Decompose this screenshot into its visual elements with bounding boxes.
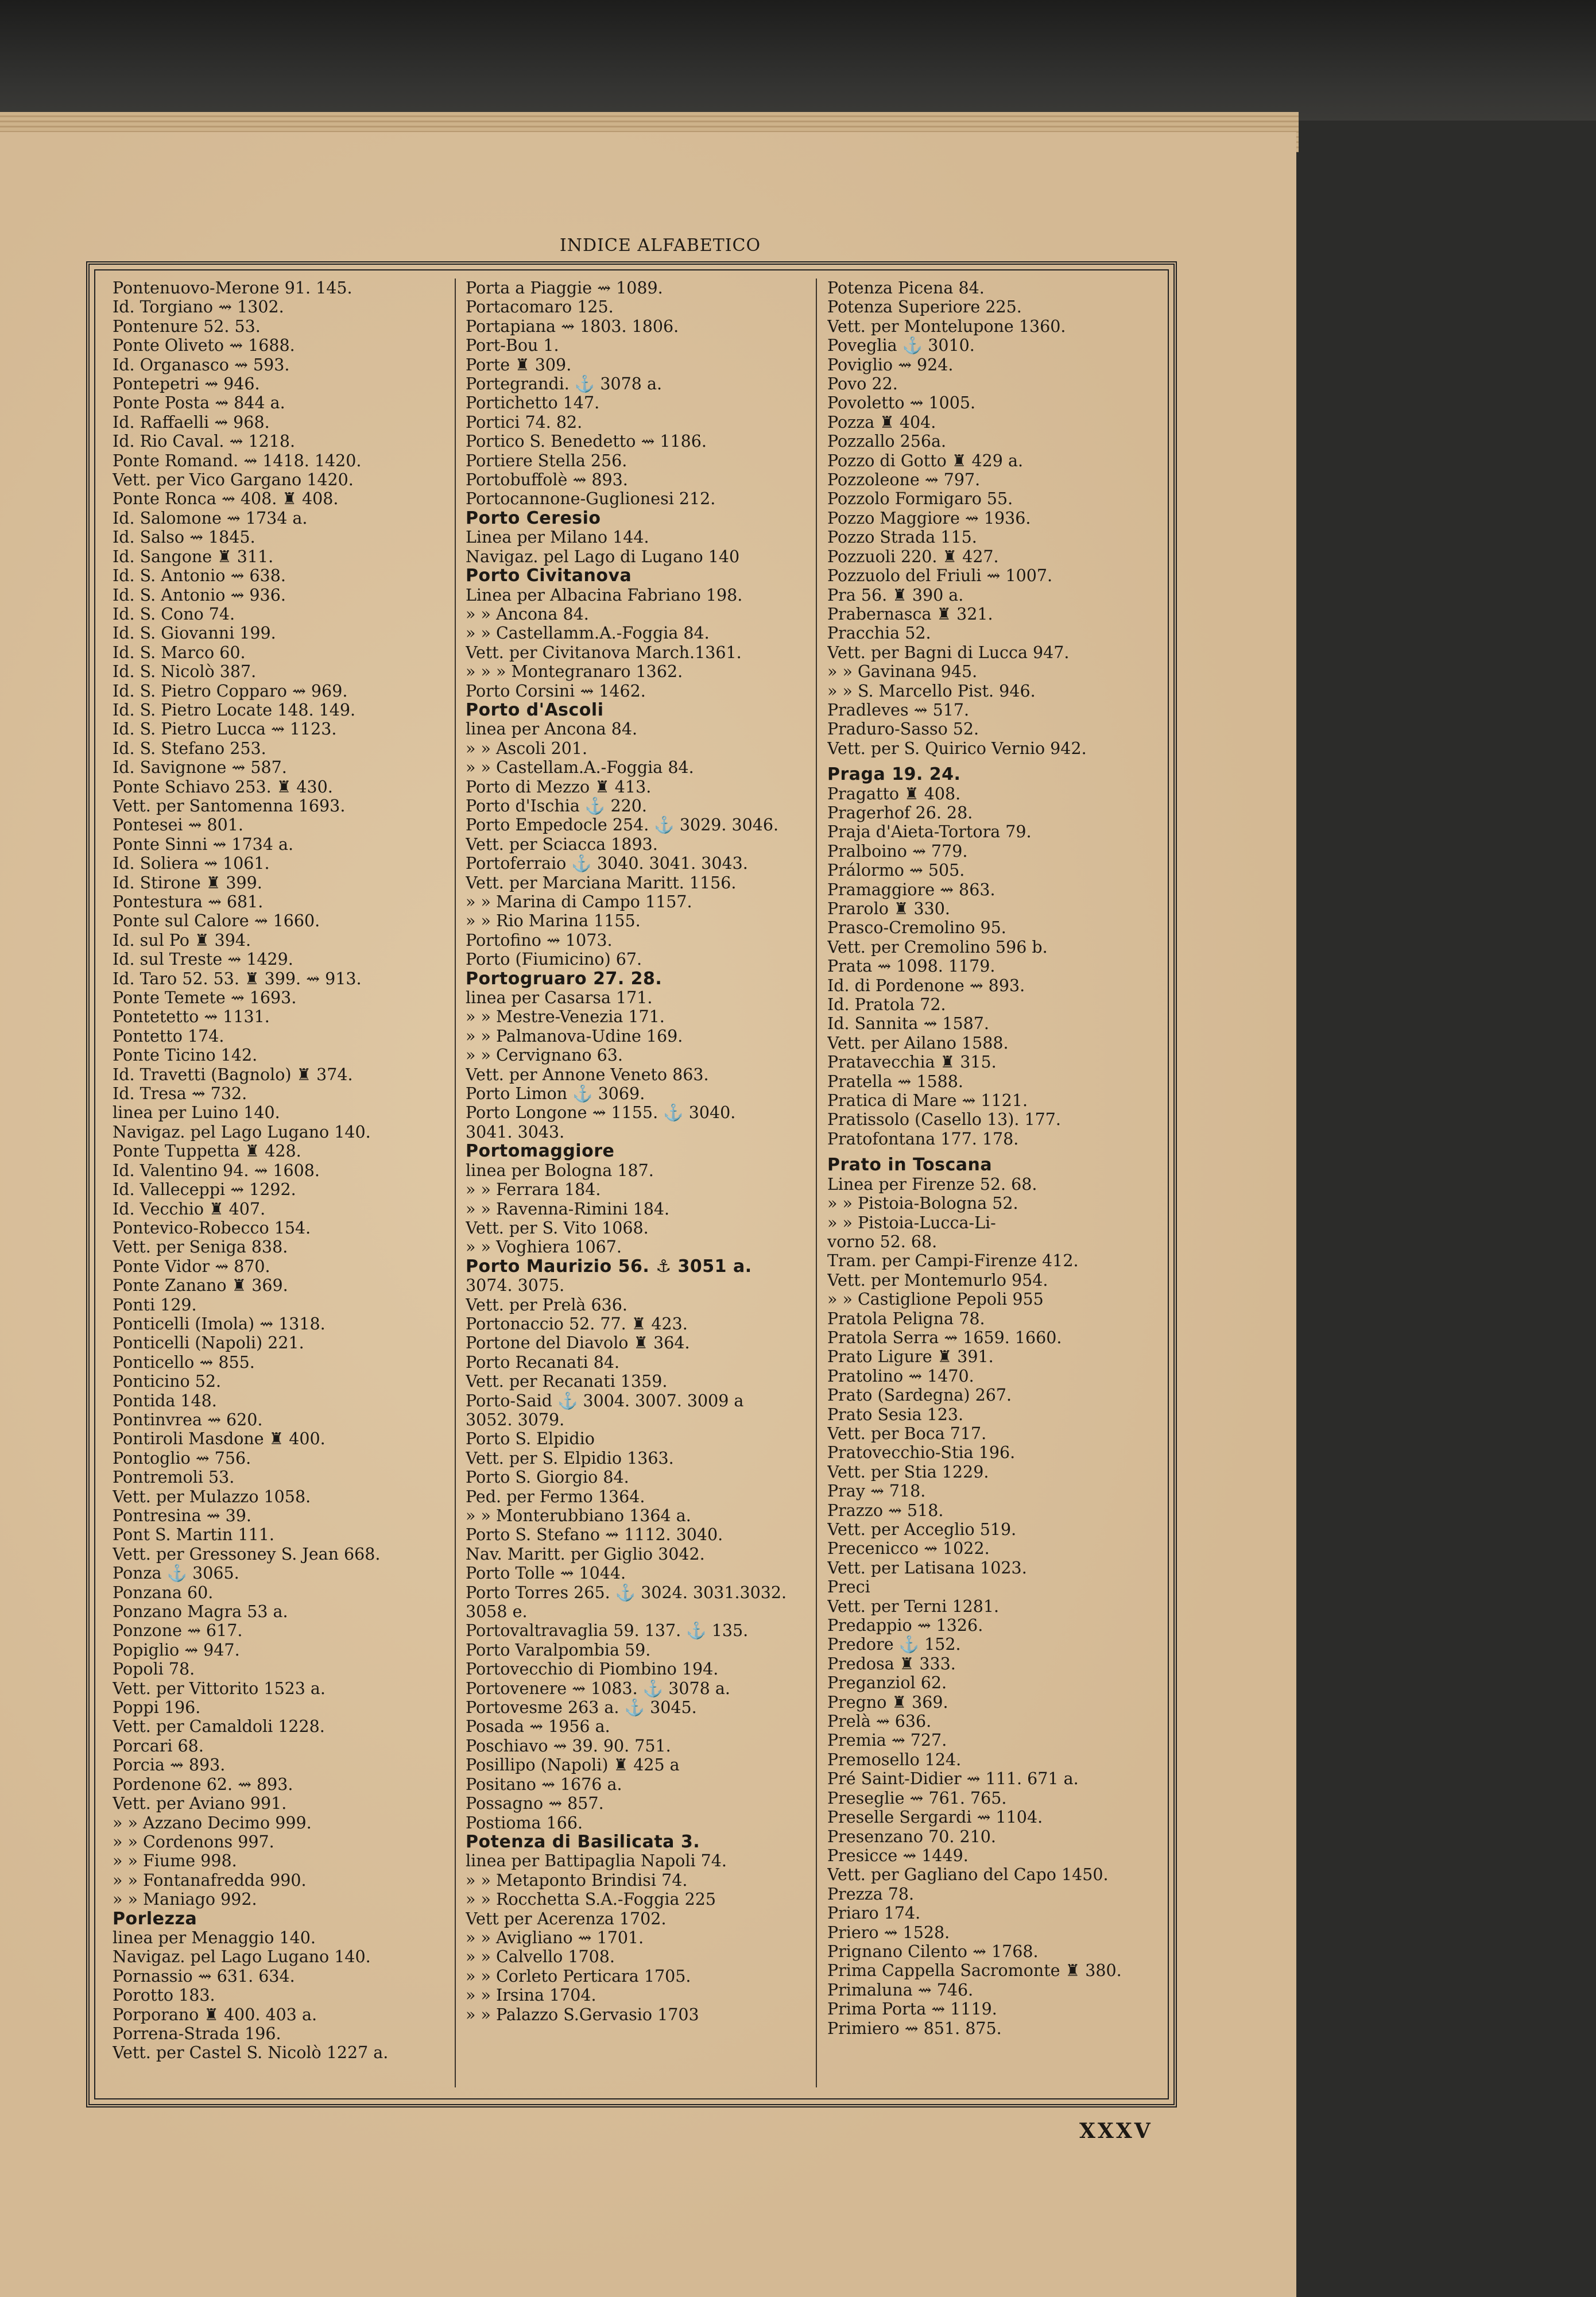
index-entry: Pragerhof 26. 28. — [827, 803, 973, 822]
index-entry: Posada ⇝ 1956 a. — [466, 1717, 610, 1737]
index-entry: Povoletto ⇝ 1005. — [827, 393, 976, 413]
index-entry: Pré Saint-Didier ⇝ 111. 671 a. — [827, 1769, 1079, 1789]
index-entry: Id. Savignone ⇝ 587. — [113, 758, 287, 778]
index-entry: Postioma 166. — [466, 1813, 583, 1832]
index-heading: Praga 19. 24. — [827, 765, 961, 784]
index-entry: Vett. per Gagliano del Capo 1450. — [827, 1865, 1109, 1885]
index-entry: Pozzolo Formigaro 55. — [827, 489, 1013, 509]
index-entry: Ponzana 60. — [113, 1583, 214, 1602]
index-entry: Vett. per Acceglio 519. — [827, 1520, 1017, 1539]
index-entry: Porto Recanati 84. — [466, 1352, 620, 1372]
index-entry: Presenzano 70. 210. — [827, 1827, 996, 1846]
index-entry: Vett. per S. Vito 1068. — [466, 1218, 649, 1238]
index-entry: Portone del Diavolo ♜ 364. — [466, 1333, 690, 1353]
index-entry: Portonaccio 52. 77. ♜ 423. — [466, 1314, 688, 1333]
index-entry: Prezza 78. — [827, 1884, 915, 1904]
index-entry: Vett. per Vico Gargano 1420. — [113, 470, 354, 490]
index-entry: 3041. 3043. — [466, 1122, 565, 1142]
index-entry: Portacomaro 125. — [466, 297, 614, 317]
index-entry: Poschiavo ⇝ 39. 90. 751. — [466, 1736, 671, 1755]
index-entry: » » Voghiera 1067. — [466, 1238, 622, 1257]
index-entry: Poviglio ⇝ 924. — [827, 355, 954, 374]
index-entry: Porto Limon ⚓ 3069. — [466, 1084, 645, 1104]
index-entry: Pozzo Strada 115. — [827, 528, 977, 547]
index-entry: Id. S. Antonio ⇝ 936. — [113, 585, 286, 605]
index-entry: Pragatto ♜ 408. — [827, 784, 961, 803]
index-entry: Id. S. Pietro Copparo ⇝ 969. — [113, 681, 348, 701]
index-entry: Id. S. Stefano 253. — [113, 738, 266, 758]
index-entry: Porto d'Ischia ⚓ 220. — [466, 796, 647, 815]
index-entry: Portovesme 263 a. ⚓ 3045. — [466, 1698, 697, 1718]
index-entry: Pontevico-Robecco 154. — [113, 1218, 311, 1238]
index-entry: Prato Ligure ♜ 391. — [827, 1347, 994, 1367]
index-entry: Id. Torgiano ⇝ 1302. — [113, 297, 284, 317]
index-entry: » » Castellam.A.-Foggia 84. — [466, 758, 694, 778]
index-entry: Linea per Firenze 52. 68. — [827, 1174, 1037, 1194]
index-entry: Vett. per Gressoney S. Jean 668. — [113, 1544, 381, 1564]
index-entry: Porrena-Strada 196. — [113, 2024, 281, 2043]
index-entry: Ponte Vidor ⇝ 870. — [113, 1256, 270, 1276]
index-entry: Vett. per Cremolino 596 b. — [827, 937, 1048, 957]
index-entry: Preci — [827, 1577, 870, 1597]
index-entry: » » Cervignano 63. — [466, 1046, 623, 1065]
index-entry: Portichetto 147. — [466, 393, 600, 413]
index-entry: » » Castellamm.A.-Foggia 84. — [466, 624, 710, 643]
index-entry: Premia ⇝ 727. — [827, 1731, 947, 1750]
index-entry: Predosa ♜ 333. — [827, 1654, 956, 1673]
index-entry: Porto Corsini ⇝ 1462. — [466, 681, 646, 701]
index-entry: » » Pistoia-Lucca-Li- — [827, 1213, 996, 1232]
index-entry: Pradleves ⇝ 517. — [827, 700, 970, 720]
index-entry: Ponticello ⇝ 855. — [113, 1352, 255, 1372]
index-entry: Id. S. Pietro Lucca ⇝ 1123. — [113, 720, 337, 739]
index-entry: Pontesei ⇝ 801. — [113, 815, 243, 835]
index-entry: Vett. per Ailano 1588. — [827, 1033, 1009, 1053]
index-entry: Premosello 124. — [827, 1750, 962, 1769]
index-entry: Pozzuolo del Friuli ⇝ 1007. — [827, 566, 1053, 586]
index-entry: Id. S. Giovanni 199. — [113, 624, 276, 643]
index-entry: Potenza Picena 84. — [827, 279, 985, 297]
index-entry: Pozzo di Gotto ♜ 429 a. — [827, 451, 1024, 470]
index-entry: » » Marina di Campo 1157. — [466, 892, 692, 911]
index-entry: Porto Torres 265. ⚓ 3024. 3031.3032. — [466, 1583, 787, 1602]
index-entry: Pontestura ⇝ 681. — [113, 892, 264, 911]
index-entry: Vett. per Montemurlo 954. — [827, 1270, 1048, 1290]
index-entry: Portiere Stella 256. — [466, 451, 627, 470]
index-entry: Primaluna ⇝ 746. — [827, 1980, 974, 2000]
index-entry: Porto-Said ⚓ 3004. 3007. 3009 a — [466, 1391, 744, 1410]
index-entry: Preganziol 62. — [827, 1673, 947, 1693]
index-entry: Vett. per Bagni di Lucca 947. — [827, 643, 1070, 662]
index-entry: Navigaz. pel Lago Lugano 140. — [113, 1122, 371, 1142]
index-entry: Pozzoleone ⇝ 797. — [827, 470, 981, 490]
index-entry: » » Pistoia-Bologna 52. — [827, 1194, 1018, 1213]
index-entry: 3052. 3079. — [466, 1410, 565, 1429]
index-entry: Poppi 196. — [113, 1698, 201, 1718]
index-entry: Vett. per S. Elpidio 1363. — [466, 1448, 674, 1468]
index-entry: Id. S. Antonio ⇝ 638. — [113, 566, 286, 586]
index-entry: Linea per Milano 144. — [466, 528, 649, 547]
index-entry: » » Castiglione Pepoli 955 — [827, 1290, 1044, 1309]
index-entry: Id. Soliera ⇝ 1061. — [113, 854, 270, 873]
index-entry: Preseglie ⇝ 761. 765. — [827, 1788, 1007, 1808]
index-entry: Pozzallo 256a. — [827, 432, 947, 451]
index-entry: » » Fontanafredda 990. — [113, 1870, 307, 1890]
index-entry: Linea per Albacina Fabriano 198. — [466, 585, 743, 605]
index-entry: Id. Stirone ♜ 399. — [113, 873, 262, 892]
index-entry: Ponte Temete ⇝ 1693. — [113, 988, 297, 1008]
index-entry: Posillipo (Napoli) ♜ 425 a — [466, 1755, 680, 1775]
index-entry: Porto di Mezzo ♜ 413. — [466, 777, 652, 796]
index-entry: Ponticelli (Imola) ⇝ 1318. — [113, 1314, 326, 1333]
index-entry: Pratica di Mare ⇝ 1121. — [827, 1091, 1028, 1111]
index-entry: » » Gavinana 945. — [827, 662, 978, 682]
index-entry: » » Azzano Decimo 999. — [113, 1813, 312, 1832]
index-entry: Poveglia ⚓ 3010. — [827, 336, 975, 355]
index-entry: Porto S. Elpidio — [466, 1429, 595, 1449]
index-entry: Porto Empedocle 254. ⚓ 3029. 3046. — [466, 815, 779, 835]
index-column-2 — [466, 279, 804, 2024]
index-entry: » » Maniago 992. — [113, 1890, 257, 1909]
index-entry: Possagno ⇝ 857. — [466, 1794, 604, 1813]
index-heading: Porlezza — [113, 1909, 197, 1928]
index-entry: linea per Luino 140. — [113, 1103, 280, 1123]
page-frame — [86, 261, 1177, 2107]
spacer — [827, 758, 1166, 765]
index-entry: Porto Longone ⇝ 1155. ⚓ 3040. — [466, 1103, 736, 1123]
index-heading: Portomaggiore — [466, 1142, 615, 1161]
index-entry: Vett. per Santomenna 1693. — [113, 796, 346, 815]
index-heading: Porto Ceresio — [466, 508, 601, 528]
index-entry: » » Monterubbiano 1364 a. — [466, 1506, 691, 1525]
index-entry: Porte ♜ 309. — [466, 355, 572, 374]
index-entry: Ponte Zanano ♜ 369. — [113, 1276, 288, 1296]
index-entry: Prima Cappella Sacromonte ♜ 380. — [827, 1961, 1122, 1981]
index-entry: Vett. per Terni 1281. — [827, 1596, 1000, 1616]
index-entry: Porotto 183. — [113, 1986, 215, 2005]
index-entry: Precenicco ⇝ 1022. — [827, 1539, 990, 1559]
index-entry: Pornassio ⇝ 631. 634. — [113, 1966, 295, 1986]
index-entry: Tram. per Campi-Firenze 412. — [827, 1251, 1079, 1271]
page-header: INDICE ALFABETICO — [559, 235, 761, 256]
index-entry: » » S. Marcello Pist. 946. — [827, 681, 1036, 701]
index-entry: Presicce ⇝ 1449. — [827, 1846, 969, 1865]
index-entry: Portici 74. 82. — [466, 412, 583, 432]
index-entry: Vett. per Annone Veneto 863. — [466, 1065, 709, 1084]
index-entry: Ponte Posta ⇝ 844 a. — [113, 393, 285, 413]
index-entry: Portovenere ⇝ 1083. ⚓ 3078 a. — [466, 1679, 730, 1698]
index-entry: Preselle Sergardi ⇝ 1104. — [827, 1808, 1043, 1827]
index-entry: Pracchia 52. — [827, 624, 931, 643]
index-entry: Pontinvrea ⇝ 620. — [113, 1410, 263, 1429]
index-heading: Prato in Toscana — [827, 1155, 993, 1175]
index-entry: » » Palmanova-Udine 169. — [466, 1026, 683, 1046]
index-entry: Vett. per Mulazzo 1058. — [113, 1487, 311, 1506]
index-entry: Portovaltravaglia 59. 137. ⚓ 135. — [466, 1621, 749, 1641]
index-entry: linea per Ancona 84. — [466, 720, 638, 739]
index-entry: Ponzone ⇝ 617. — [113, 1621, 243, 1641]
index-entry: Id. Sangone ♜ 311. — [113, 547, 274, 566]
index-entry: Ponte Ronca ⇝ 408. ♜ 408. — [113, 489, 339, 509]
index-entry: » » Irsina 1704. — [466, 1986, 596, 2005]
index-entry: Portoferraio ⚓ 3040. 3041. 3043. — [466, 854, 748, 873]
index-entry: Prata ⇝ 1098. 1179. — [827, 957, 995, 976]
index-entry: Ponte Oliveto ⇝ 1688. — [113, 336, 295, 355]
index-entry: Id. Salomone ⇝ 1734 a. — [113, 508, 308, 528]
index-entry: Pray ⇝ 718. — [827, 1482, 926, 1501]
index-entry: Priero ⇝ 1528. — [827, 1923, 950, 1942]
index-entry: Vett. per Aviano 991. — [113, 1794, 287, 1813]
index-entry: Predore ⚓ 152. — [827, 1635, 961, 1654]
index-entry: Popoli 78. — [113, 1660, 195, 1679]
index-entry: Id. di Pordenone ⇝ 893. — [827, 976, 1025, 995]
index-entry: Id. Organasco ⇝ 593. — [113, 355, 290, 374]
index-entry: Porporano ♜ 400. 403 a. — [113, 2005, 317, 2024]
index-entry: Ponticino 52. — [113, 1372, 222, 1391]
index-entry: Primiero ⇝ 851. 875. — [827, 2018, 1002, 2038]
index-entry: Priaro 174. — [827, 1904, 921, 1923]
index-entry: Prelà ⇝ 636. — [827, 1712, 932, 1731]
index-entry: Pontetto 174. — [113, 1026, 224, 1046]
index-entry: Id. Pratola 72. — [827, 995, 946, 1015]
index-entry: linea per Menaggio 140. — [113, 1928, 316, 1947]
index-entry: Porta a Piaggie ⇝ 1089. — [466, 279, 663, 297]
index-entry: Prato (Sardegna) 267. — [827, 1386, 1012, 1405]
index-entry: Pontetetto ⇝ 1131. — [113, 1007, 270, 1027]
index-entry: Vett. per S. Quirico Vernio 942. — [827, 738, 1087, 758]
index-entry: Praja d'Aieta-Tortora 79. — [827, 822, 1032, 842]
index-entry: Pratola Peligna 78. — [827, 1309, 985, 1328]
index-entry: Vett. per Latisana 1023. — [827, 1558, 1027, 1577]
index-entry: Prarolo ♜ 330. — [827, 899, 950, 918]
index-entry: Pordenone 62. ⇝ 893. — [113, 1774, 293, 1794]
index-entry: Portegrandi. ⚓ 3078 a. — [466, 374, 662, 394]
index-entry: Id. Tresa ⇝ 732. — [113, 1084, 247, 1104]
page-number: XXXV — [1079, 2119, 1153, 2143]
index-entry: Navigaz. pel Lago Lugano 140. — [113, 1947, 371, 1967]
index-entry: » » Corleto Perticara 1705. — [466, 1966, 691, 1986]
index-entry: Vett. per Stia 1229. — [827, 1462, 989, 1482]
index-entry: Pralboino ⇝ 779. — [827, 841, 968, 861]
index-entry: » » Palazzo S.Gervasio 1703 — [466, 2005, 699, 2024]
index-entry: Id. Vecchio ♜ 407. — [113, 1199, 266, 1219]
index-entry: Id. sul Po ♜ 394. — [113, 930, 251, 950]
index-entry: » » Ravenna-Rimini 184. — [466, 1199, 670, 1219]
index-entry: » » Fiume 998. — [113, 1851, 237, 1871]
column-separator — [816, 279, 817, 2087]
index-entry: Prazzo ⇝ 518. — [827, 1501, 944, 1520]
index-entry: Id. S. Nicolò 387. — [113, 662, 257, 682]
index-entry: » » Mestre-Venezia 171. — [466, 1007, 665, 1027]
index-entry: 3074. 3075. — [466, 1276, 565, 1296]
index-entry: Pratella ⇝ 1588. — [827, 1072, 963, 1091]
index-entry: Porto S. Stefano ⇝ 1112. 3040. — [466, 1525, 723, 1545]
index-entry: Pratissolo (Casello 13). 177. — [827, 1110, 1061, 1130]
index-entry: Pozzo Maggiore ⇝ 1936. — [827, 508, 1031, 528]
index-entry: Prabernasca ♜ 321. — [827, 604, 993, 624]
index-entry: » » Rocchetta S.A.-Foggia 225 — [466, 1890, 716, 1909]
index-entry: » » » Montegranaro 1362. — [466, 662, 683, 682]
index-entry: Povo 22. — [827, 374, 898, 394]
index-entry: Ponte Ticino 142. — [113, 1046, 258, 1065]
index-entry: Portofino ⇝ 1073. — [466, 930, 613, 950]
index-entry: Pontoglio ⇝ 756. — [113, 1448, 251, 1468]
spacer — [827, 1148, 1166, 1155]
index-entry: Porto (Fiumicino) 67. — [466, 950, 642, 969]
index-entry: Popiglio ⇝ 947. — [113, 1640, 240, 1660]
index-entry: Vett. per Prelà 636. — [466, 1295, 627, 1314]
index-entry: Ponti 129. — [113, 1295, 197, 1314]
index-entry: Prignano Cilento ⇝ 1768. — [827, 1942, 1039, 1961]
index-entry: » » Ancona 84. — [466, 604, 589, 624]
index-entry: Portobuffolè ⇝ 893. — [466, 470, 628, 490]
index-entry: Potenza Superiore 225. — [827, 297, 1022, 317]
index-entry: Ponza ⚓ 3065. — [113, 1564, 239, 1583]
index-entry: Id. Valleceppi ⇝ 1292. — [113, 1180, 296, 1200]
index-entry: Prato Sesia 123. — [827, 1405, 964, 1424]
index-entry: Id. Valentino 94. ⇝ 1608. — [113, 1161, 320, 1180]
index-entry: Id. Taro 52. 53. ♜ 399. ⇝ 913. — [113, 969, 362, 988]
index-entry: Pont S. Martin 111. — [113, 1525, 274, 1545]
index-entry: Vett per Acerenza 1702. — [466, 1909, 667, 1928]
column-separator — [455, 279, 456, 2087]
index-entry: Portico S. Benedetto ⇝ 1186. — [466, 432, 707, 451]
index-entry: Pozzuoli 220. ♜ 427. — [827, 547, 999, 566]
book-page — [0, 132, 1296, 2297]
index-entry: Id. Rio Caval. ⇝ 1218. — [113, 432, 296, 451]
index-entry: Praduro-Sasso 52. — [827, 720, 979, 739]
index-entry: Vett. per Camaldoli 1228. — [113, 1717, 325, 1737]
index-entry: Pratolino ⇝ 1470. — [827, 1366, 974, 1386]
index-entry: » » Ascoli 201. — [466, 738, 588, 758]
index-entry: Pregno ♜ 369. — [827, 1692, 948, 1712]
index-entry: Vett. per Montelupone 1360. — [827, 316, 1066, 336]
index-entry: Pozza ♜ 404. — [827, 412, 936, 432]
index-entry: Port-Bou 1. — [466, 336, 559, 355]
index-heading: Porto Civitanova — [466, 566, 632, 586]
index-entry: Nav. Maritt. per Giglio 3042. — [466, 1544, 705, 1564]
index-entry: » » Cordenons 997. — [113, 1832, 274, 1851]
index-entry: Vett. per Recanati 1359. — [466, 1372, 668, 1391]
index-entry: Pontresina ⇝ 39. — [113, 1506, 251, 1525]
index-entry: Ponte Tuppetta ♜ 428. — [113, 1142, 301, 1161]
index-entry: Pra 56. ♜ 390 a. — [827, 585, 964, 605]
index-entry: linea per Battipaglia Napoli 74. — [466, 1851, 727, 1871]
index-entry: Ped. per Fermo 1364. — [466, 1487, 645, 1506]
index-entry: Predappio ⇝ 1326. — [827, 1616, 983, 1635]
index-entry: Navigaz. pel Lago di Lugano 140 — [466, 547, 740, 566]
index-entry: Prálormo ⇝ 505. — [827, 861, 965, 880]
index-entry: Id. Sannita ⇝ 1587. — [827, 1014, 989, 1034]
index-heading: Portogruaro 27. 28. — [466, 969, 663, 989]
index-entry: Vett. per Civitanova March.1361. — [466, 643, 742, 662]
index-entry: Pontida 148. — [113, 1391, 217, 1410]
index-entry: Ponzano Magra 53 a. — [113, 1602, 288, 1622]
index-entry: Pontremoli 53. — [113, 1468, 235, 1487]
index-entry: Ponte Sinni ⇝ 1734 a. — [113, 834, 294, 854]
index-entry: Portapiana ⇝ 1803. 1806. — [466, 316, 679, 336]
index-entry: Portocannone-Guglionesi 212. — [466, 489, 716, 509]
index-entry: Pontepetri ⇝ 946. — [113, 374, 260, 394]
index-entry: Vett. per Castel S. Nicolò 1227 a. — [113, 2043, 389, 2063]
index-entry: » » Ferrara 184. — [466, 1180, 601, 1200]
index-entry: » » Rio Marina 1155. — [466, 911, 641, 931]
index-entry: Id. Salso ⇝ 1845. — [113, 528, 255, 547]
index-entry: linea per Bologna 187. — [466, 1161, 654, 1180]
index-entry: » » Avigliano ⇝ 1701. — [466, 1928, 644, 1947]
index-entry: Id. S. Cono 74. — [113, 604, 235, 624]
index-heading: Porto d'Ascoli — [466, 700, 604, 720]
index-entry: Pratavecchia ♜ 315. — [827, 1053, 997, 1072]
index-entry: Porto Tolle ⇝ 1044. — [466, 1564, 626, 1583]
index-entry: Vett. per Sciacca 1893. — [466, 834, 658, 854]
index-entry: Prasco-Cremolino 95. — [827, 918, 1006, 938]
index-entry: Pratola Serra ⇝ 1659. 1660. — [827, 1328, 1062, 1347]
index-entry: Porto S. Giorgio 84. — [466, 1468, 629, 1487]
index-entry: Id. S. Marco 60. — [113, 643, 246, 662]
index-entry: Pontenure 52. 53. — [113, 316, 261, 336]
index-entry: Id. sul Treste ⇝ 1429. — [113, 950, 293, 969]
index-entry: Pontiroli Masdone ♜ 400. — [113, 1429, 326, 1449]
index-entry: Ponte Schiavo 253. ♜ 430. — [113, 777, 333, 796]
index-entry: Porcari 68. — [113, 1736, 204, 1755]
photo-background — [0, 0, 1596, 121]
index-entry: Vett. per Seniga 838. — [113, 1238, 288, 1257]
index-entry: Ponte sul Calore ⇝ 1660. — [113, 911, 320, 931]
index-entry: Ponticelli (Napoli) 221. — [113, 1333, 304, 1353]
index-heading: Porto Maurizio 56. ⚓ 3051 a. — [466, 1256, 752, 1277]
index-entry: Portovecchio di Piombino 194. — [466, 1660, 719, 1679]
index-entry: Porto Varalpombia 59. — [466, 1640, 651, 1660]
index-column-1 — [113, 279, 451, 2063]
index-column-3 — [827, 279, 1166, 2038]
index-entry: » » Metaponto Brindisi 74. — [466, 1870, 688, 1890]
index-entry: Vett. per Marciana Maritt. 1156. — [466, 873, 737, 892]
index-heading: Potenza di Basilicata 3. — [466, 1832, 700, 1852]
index-entry: 3058 e. — [466, 1602, 528, 1622]
index-entry: » » Calvello 1708. — [466, 1947, 615, 1967]
index-entry: Vett. per Vittorito 1523 a. — [113, 1679, 326, 1698]
index-entry: vorno 52. 68. — [827, 1232, 938, 1251]
index-entry: Ponte Romand. ⇝ 1418. 1420. — [113, 451, 362, 470]
index-entry: Pratofontana 177. 178. — [827, 1129, 1019, 1148]
index-entry: Pratovecchio-Stia 196. — [827, 1443, 1016, 1463]
index-entry: Positano ⇝ 1676 a. — [466, 1774, 622, 1794]
index-entry: Id. S. Pietro Locate 148. 149. — [113, 700, 356, 720]
index-entry: Pontenuovo-Merone 91. 145. — [113, 279, 352, 297]
index-entry: Pramaggiore ⇝ 863. — [827, 880, 995, 899]
index-entry: Vett. per Boca 717. — [827, 1424, 987, 1443]
index-entry: Id. Travetti (Bagnolo) ♜ 374. — [113, 1065, 353, 1084]
index-entry: Prima Porta ⇝ 1119. — [827, 2000, 997, 2019]
index-entry: linea per Casarsa 171. — [466, 988, 653, 1008]
index-entry: Porcia ⇝ 893. — [113, 1755, 226, 1775]
index-entry: Id. Raffaelli ⇝ 968. — [113, 412, 270, 432]
